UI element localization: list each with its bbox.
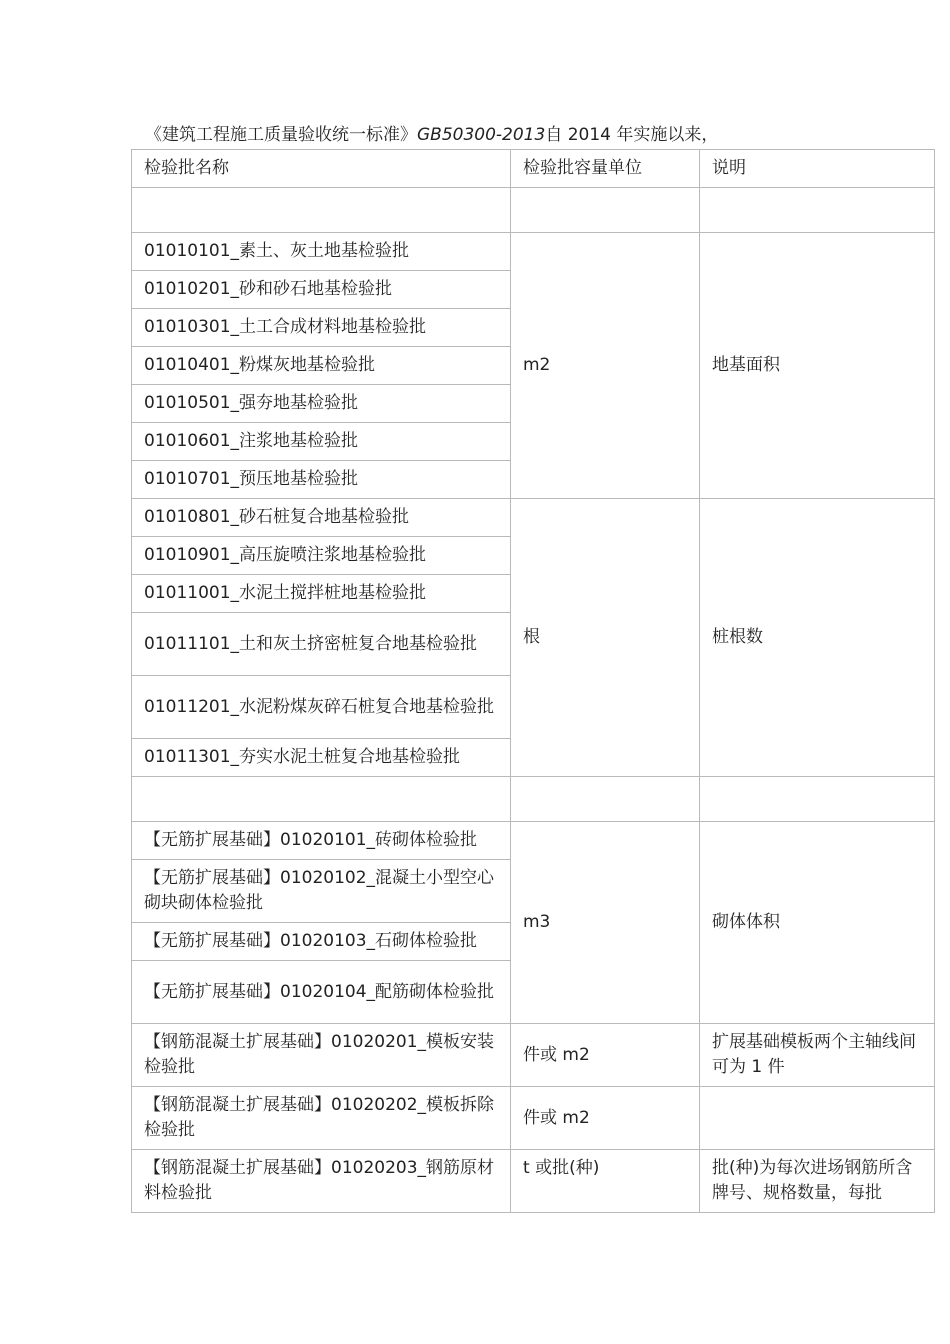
lot-note [700, 1087, 935, 1150]
header-unit: 检验批容量单位 [511, 150, 700, 188]
lot-name: 01010401_粉煤灰地基检验批 [132, 347, 511, 385]
lot-name: 01010901_高压旋喷注浆地基检验批 [132, 537, 511, 575]
lot-name: 【无筋扩展基础】01020101_砖砌体检验批 [132, 822, 511, 860]
lot-name: 【钢筋混凝土扩展基础】01020202_模板拆除检验批 [132, 1087, 511, 1150]
lot-name: 【钢筋混凝土扩展基础】01020201_模板安装检验批 [132, 1024, 511, 1087]
lot-name: 【无筋扩展基础】01020103_石砌体检验批 [132, 923, 511, 961]
lot-unit: 件或 m2 [511, 1024, 700, 1087]
lot-name: 01010201_砂和砂石地基检验批 [132, 271, 511, 309]
blank-row [132, 777, 935, 822]
blank-cell [132, 188, 511, 233]
lot-note: 砌体体积 [700, 822, 935, 1024]
lot-name: 01011301_夯实水泥土桩复合地基检验批 [132, 739, 511, 777]
lot-name: 01010301_土工合成材料地基检验批 [132, 309, 511, 347]
intro-part1: 《建筑工程施工质量验收统一标准》 [145, 125, 417, 145]
lot-name: 01010601_注浆地基检验批 [132, 423, 511, 461]
table-row [132, 1024, 935, 1087]
table-row [132, 822, 935, 860]
lot-name: 【无筋扩展基础】01020104_配筋砌体检验批 [132, 961, 511, 1024]
lot-note: 批(种)为每次进场钢筋所含牌号、规格数量，每批 [700, 1150, 935, 1213]
lot-note: 地基面积 [700, 233, 935, 499]
header-row [132, 150, 935, 188]
standard-code: GB50300-2013 [417, 125, 546, 145]
blank-cell [700, 777, 935, 822]
header-note: 说明 [700, 150, 935, 188]
blank-row [132, 188, 935, 233]
lot-unit: 根 [511, 499, 700, 777]
intro-text [145, 124, 718, 146]
lot-name: 【钢筋混凝土扩展基础】01020203_钢筋原材料检验批 [132, 1150, 511, 1213]
lot-name: 01011101_土和灰土挤密桩复合地基检验批 [132, 613, 511, 676]
inspection-lot-table [131, 149, 935, 1213]
lot-unit: m2 [511, 233, 700, 499]
table-row [132, 1087, 935, 1150]
table-row [132, 233, 935, 271]
lot-name: 01011001_水泥土搅拌桩地基检验批 [132, 575, 511, 613]
lot-name: 01011201_水泥粉煤灰碎石桩复合地基检验批 [132, 676, 511, 739]
blank-cell [132, 777, 511, 822]
lot-name: 01010501_强夯地基检验批 [132, 385, 511, 423]
lot-unit: t 或批(种) [511, 1150, 700, 1213]
lot-unit: m3 [511, 822, 700, 1024]
lot-name: 【无筋扩展基础】01020102_混凝土小型空心砌块砌体检验批 [132, 860, 511, 923]
blank-cell [511, 777, 700, 822]
lot-name: 01010101_素土、灰土地基检验批 [132, 233, 511, 271]
intro-part2: 自 2014 年实施以来， [545, 125, 719, 145]
lot-note: 扩展基础模板两个主轴线间可为 1 件 [700, 1024, 935, 1087]
header-name: 检验批名称 [132, 150, 511, 188]
blank-cell [700, 188, 935, 233]
lot-unit: 件或 m2 [511, 1087, 700, 1150]
blank-cell [511, 188, 700, 233]
table-row [132, 499, 935, 537]
lot-note: 桩根数 [700, 499, 935, 777]
table-row [132, 1150, 935, 1213]
lot-name: 01010701_预压地基检验批 [132, 461, 511, 499]
lot-name: 01010801_砂石桩复合地基检验批 [132, 499, 511, 537]
